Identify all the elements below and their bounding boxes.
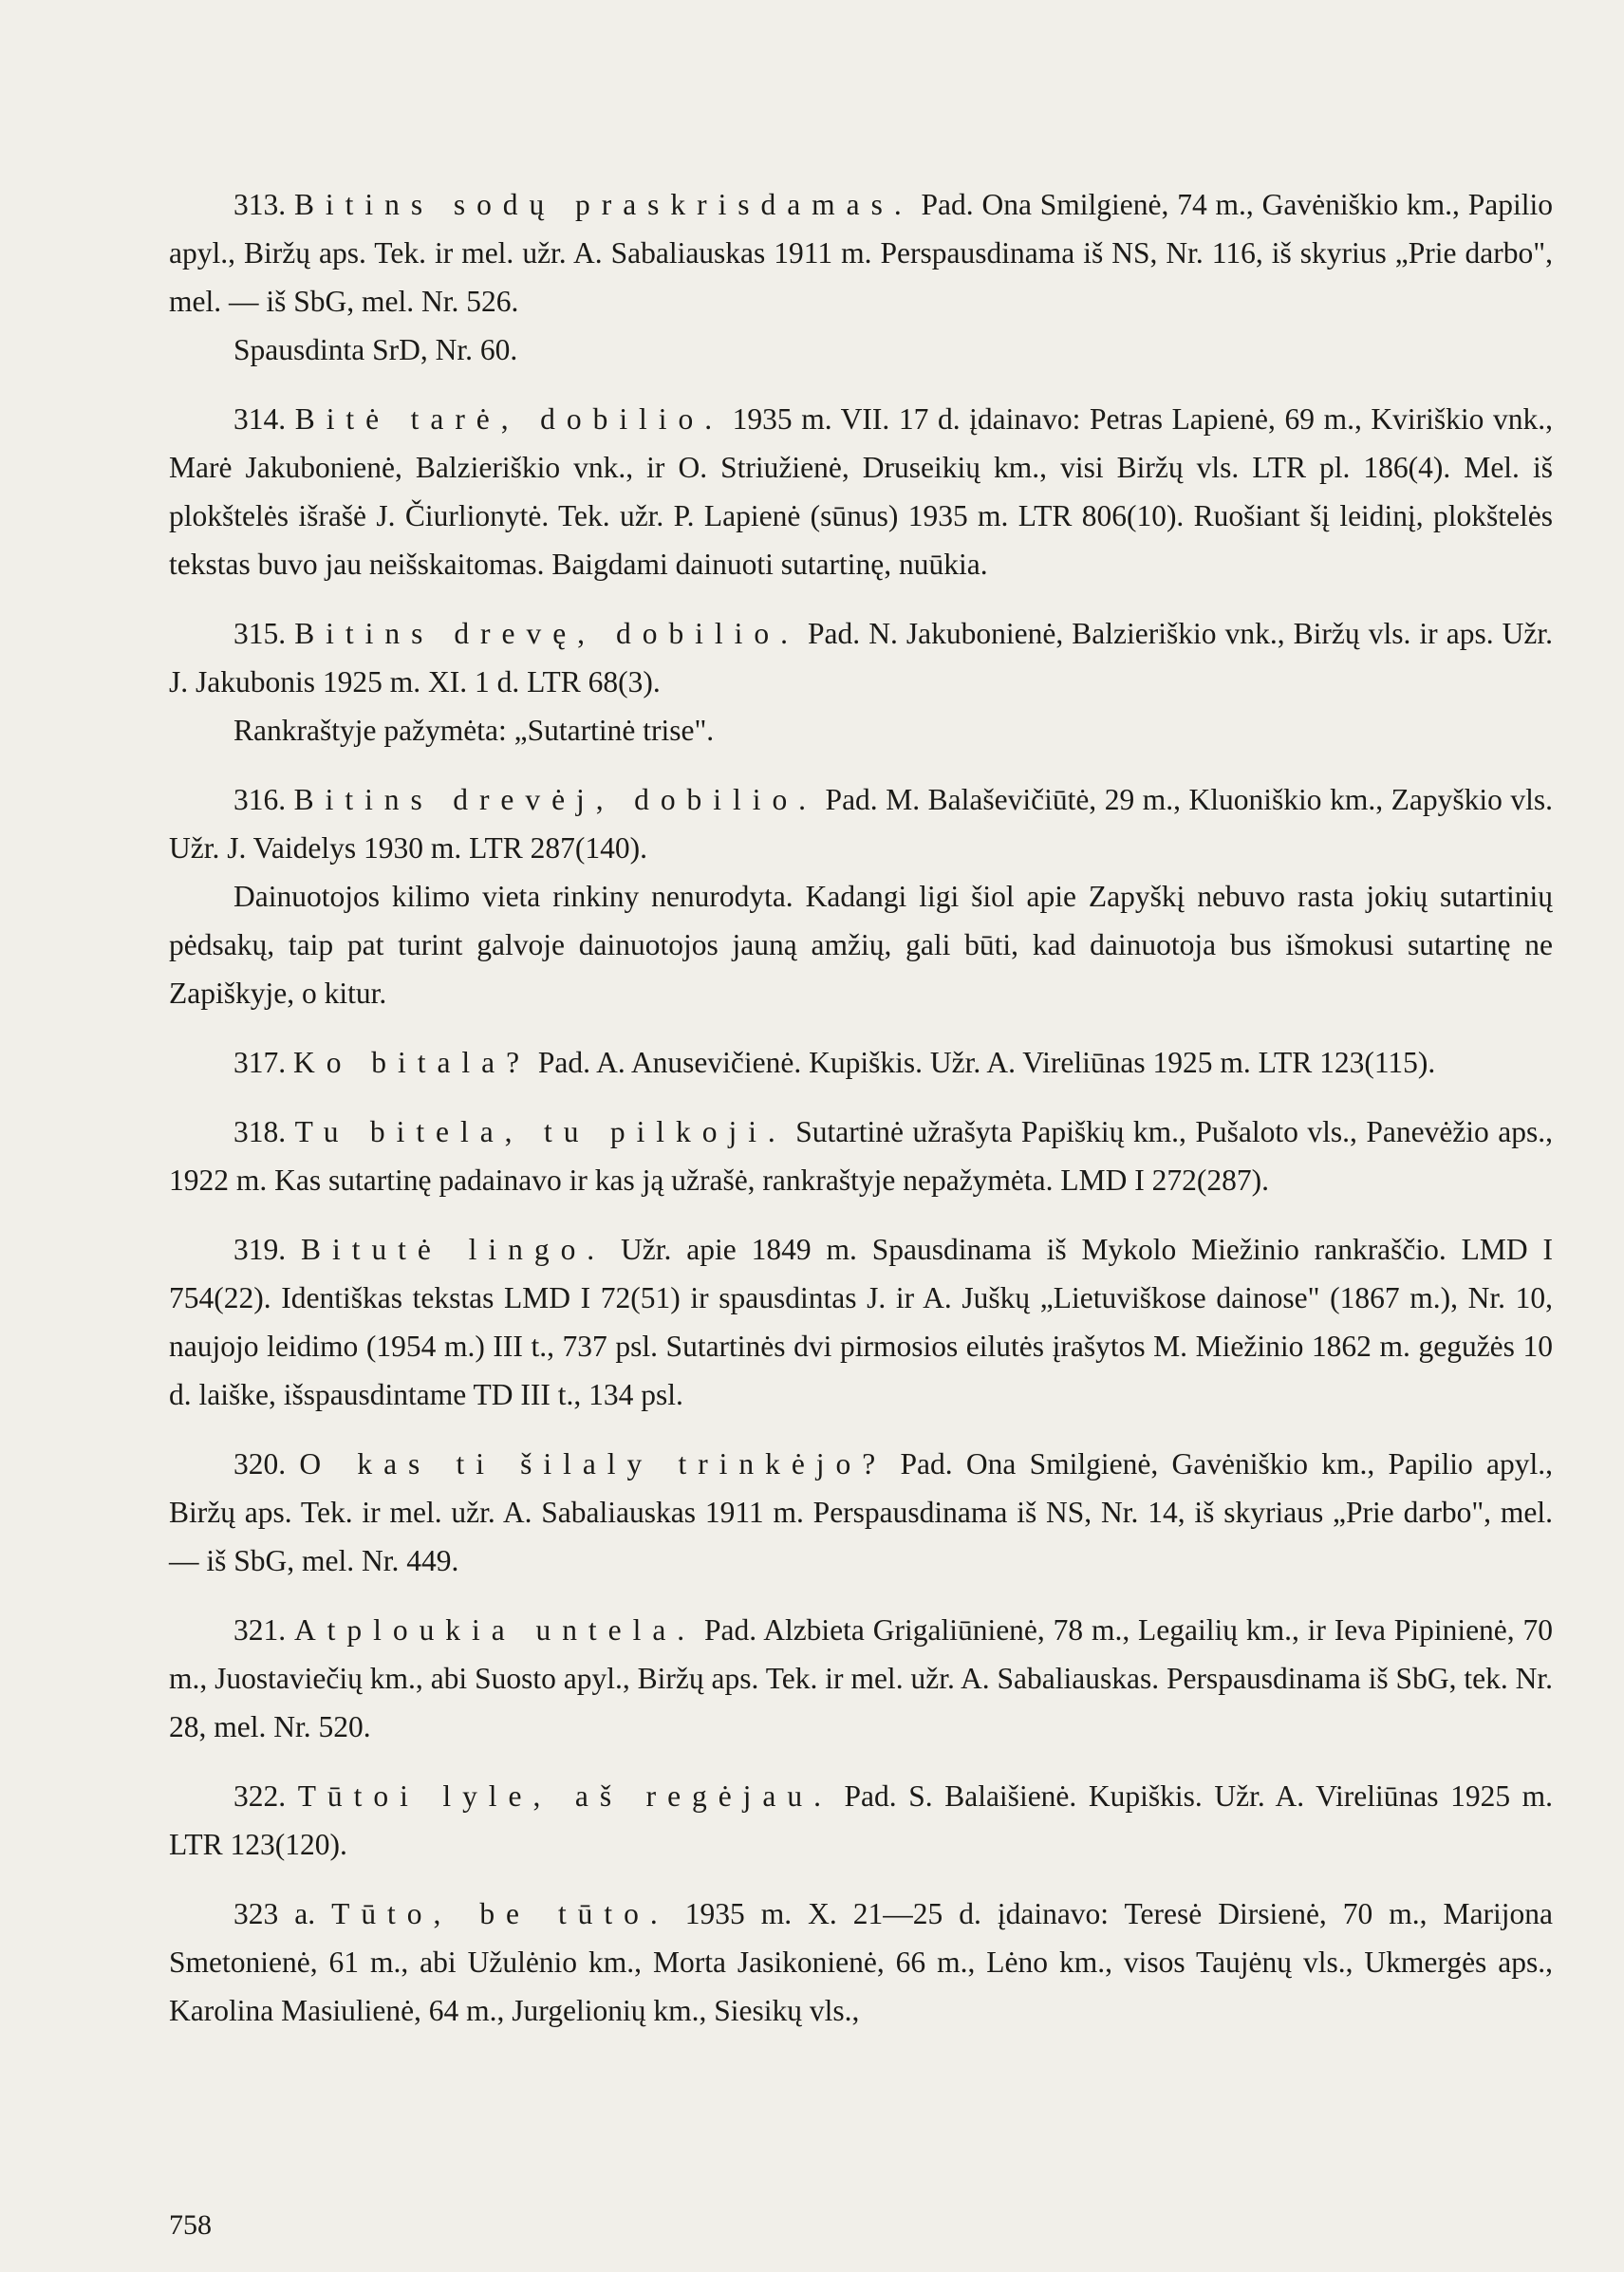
entry-number: 314.	[233, 402, 287, 436]
entry-note: Spausdinta SrD, Nr. 60.	[233, 333, 518, 366]
entry-number: 317.	[233, 1046, 287, 1079]
note-entry	[169, 1225, 1553, 1419]
entry-text: Pad. Ona Smilgienė, 74 m., Gavėniškio km., Papilio apyl., Biržų aps. Tek. ir mel. užr. A. Sabaliauskas 1911 m. Perspausdinama iš NS, Nr. 116, iš skyrius „Prie darbo", mel. — iš SbG, mel. Nr. 526.	[169, 188, 1553, 318]
entry-paragraph	[169, 1772, 1553, 1869]
entry-paragraph	[169, 1038, 1553, 1087]
notes-body	[169, 180, 1553, 2056]
entry-title: Tūtoi lyle, aš regėjau.	[297, 1779, 832, 1813]
entry-paragraph	[169, 1225, 1553, 1419]
entry-text: Pad. N. Jakubonienė, Balzieriškio vnk., Biržų vls. ir aps. Užr. J. Jakubonis 1925 m. XI. 1 d. LTR 68(3).	[169, 617, 1554, 698]
note-entry	[169, 1108, 1553, 1204]
entry-title: Tu bitela, tu pilkoji.	[294, 1115, 787, 1148]
entry-title: Tūto, be tūto.	[331, 1897, 669, 1930]
entry-paragraph	[169, 609, 1553, 706]
note-entry	[169, 775, 1553, 1017]
entry-title: Bitins sodų praskrisdamas.	[293, 188, 913, 221]
note-entry	[169, 395, 1553, 588]
entry-text: Sutartinė užrašyta Papiškių km., Pušaloto vls., Panevėžio aps., 1922 m. Kas sutartinę padainavo ir kas ją užrašė, rankraštyje nepažymėta. LMD I 272(287).	[169, 1115, 1554, 1197]
note-entry	[169, 1890, 1553, 2035]
note-entry	[169, 1772, 1553, 1869]
entry-text: 1935 m. VII. 17 d. įdainavo: Petras Lapienė, 69 m., Kviriškio vnk., Marė Jakubonienė, Balzieriškio vnk., ir O. Striužienė, Druseikių km., visi Biržų vls. LTR pl. 186(4). Mel. iš plokštelės išrašė J. Čiurlionytė. Tek. užr. P. Lapienė (sūnus) 1935 m. LTR 806(10). Ruošiant šį leidinį, plokštelės tekstas buvo jau neišskaitomas. Baigdami dainuoti sutartinę, nuūkia.	[169, 402, 1554, 581]
entry-paragraph	[169, 1890, 1553, 2035]
entry-title: O kas ti šilaly trinkėjo?	[299, 1447, 887, 1481]
entry-text: Užr. apie 1849 m. Spausdinama iš Mykolo Miežinio rankraščio. LMD I 754(22). Identiškas tekstas LMD I 72(51) ir spausdintas J. ir A. Juškų „Lietuviškose dainose" (1867 m.), Nr. 10, naujojo leidimo (1954 m.) III t., 737 psl. Sutartinės dvi pirmosios eilutės įrašytos M. Miežinio 1862 m. gegužės 10 d. laiške, išspausdintame TD III t., 134 psl.	[169, 1233, 1554, 1411]
entry-text: 1935 m. X. 21—25 d. įdainavo: Teresė Dirsienė, 70 m., Marijona Smetonienė, 61 m., abi Užulėnio km., Morta Jasikonienė, 66 m., Lėno km., visos Taujėnų vls., Ukmergės aps., Karolina Masiulienė, 64 m., Jurgelionių km., Siesikų vls.,	[169, 1897, 1554, 2027]
entry-title: Ko bitala?	[293, 1046, 532, 1079]
note-entry	[169, 1038, 1553, 1087]
entry-number: 318.	[233, 1115, 287, 1148]
note-entry	[169, 180, 1553, 374]
entry-paragraph	[169, 180, 1553, 326]
entry-title: Bitė tarė, dobilio.	[294, 402, 724, 436]
entry-title: Bitins drevėj, dobilio.	[293, 783, 818, 816]
note-entry	[169, 1606, 1553, 1751]
entry-paragraph	[169, 1606, 1553, 1751]
entry-number: 319.	[233, 1233, 287, 1266]
entry-number: 323 a.	[233, 1897, 316, 1930]
entry-note: Dainuotojos kilimo vieta rinkiny nenurodyta. Kadangi ligi šiol apie Zapyškį nebuvo rasta jokių sutartinių pėdsakų, taip pat turint galvoje dainuotojos jauną amžių, gali būti, kad dainuotoja bus išmokusi sutartinę ne Zapiškyje, o kitur.	[169, 880, 1553, 1010]
entry-number: 316.	[233, 783, 287, 816]
note-entry	[169, 1440, 1553, 1585]
entry-paragraph	[169, 1108, 1553, 1204]
entry-text: Pad. S. Balaišienė. Kupiškis. Užr. A. Vireliūnas 1925 m. LTR 123(120).	[169, 1779, 1554, 1861]
note-entry	[169, 609, 1553, 754]
entry-paragraph	[169, 1440, 1553, 1585]
page-number: 758	[169, 2209, 212, 2241]
entry-title: Atploukia untela.	[293, 1613, 697, 1647]
entry-note: Rankraštyje pažymėta: „Sutartinė trise".	[233, 714, 715, 747]
entry-number: 313.	[233, 188, 287, 221]
entry-paragraph	[169, 775, 1553, 872]
entry-text: Pad. M. Balaševičiūtė, 29 m., Kluoniškio km., Zapyškio vls. Užr. J. Vaidelys 1930 m. LTR 287(140).	[169, 783, 1553, 865]
entry-number: 322.	[233, 1779, 287, 1813]
entry-number: 321.	[233, 1613, 287, 1647]
entry-text: Pad. Ona Smilgienė, Gavėniškio km., Papilio apyl., Biržų aps. Tek. ir mel. užr. A. Sabaliauskas 1911 m. Perspausdinama iš NS, Nr. 14, iš skyriaus „Prie darbo", mel. — iš SbG, mel. Nr. 449.	[169, 1447, 1554, 1577]
entry-title: Bitins drevę, dobilio.	[294, 617, 799, 650]
entry-number: 315.	[233, 617, 287, 650]
entry-title: Bitutė lingo.	[301, 1233, 607, 1266]
entry-text: Pad. Alzbieta Grigaliūnienė, 78 m., Legailių km., ir Ieva Pipinienė, 70 m., Juostaviečių km., abi Suosto apyl., Biržų aps. Tek. ir mel. užr. A. Sabaliauskas. Perspausdinama iš SbG, tek. Nr. 28, mel. Nr. 520.	[169, 1613, 1553, 1743]
entry-number: 320.	[233, 1447, 287, 1481]
entry-text: Pad. A. Anusevičienė. Kupiškis. Užr. A. Vireliūnas 1925 m. LTR 123(115).	[537, 1046, 1436, 1079]
entry-paragraph	[169, 395, 1553, 588]
